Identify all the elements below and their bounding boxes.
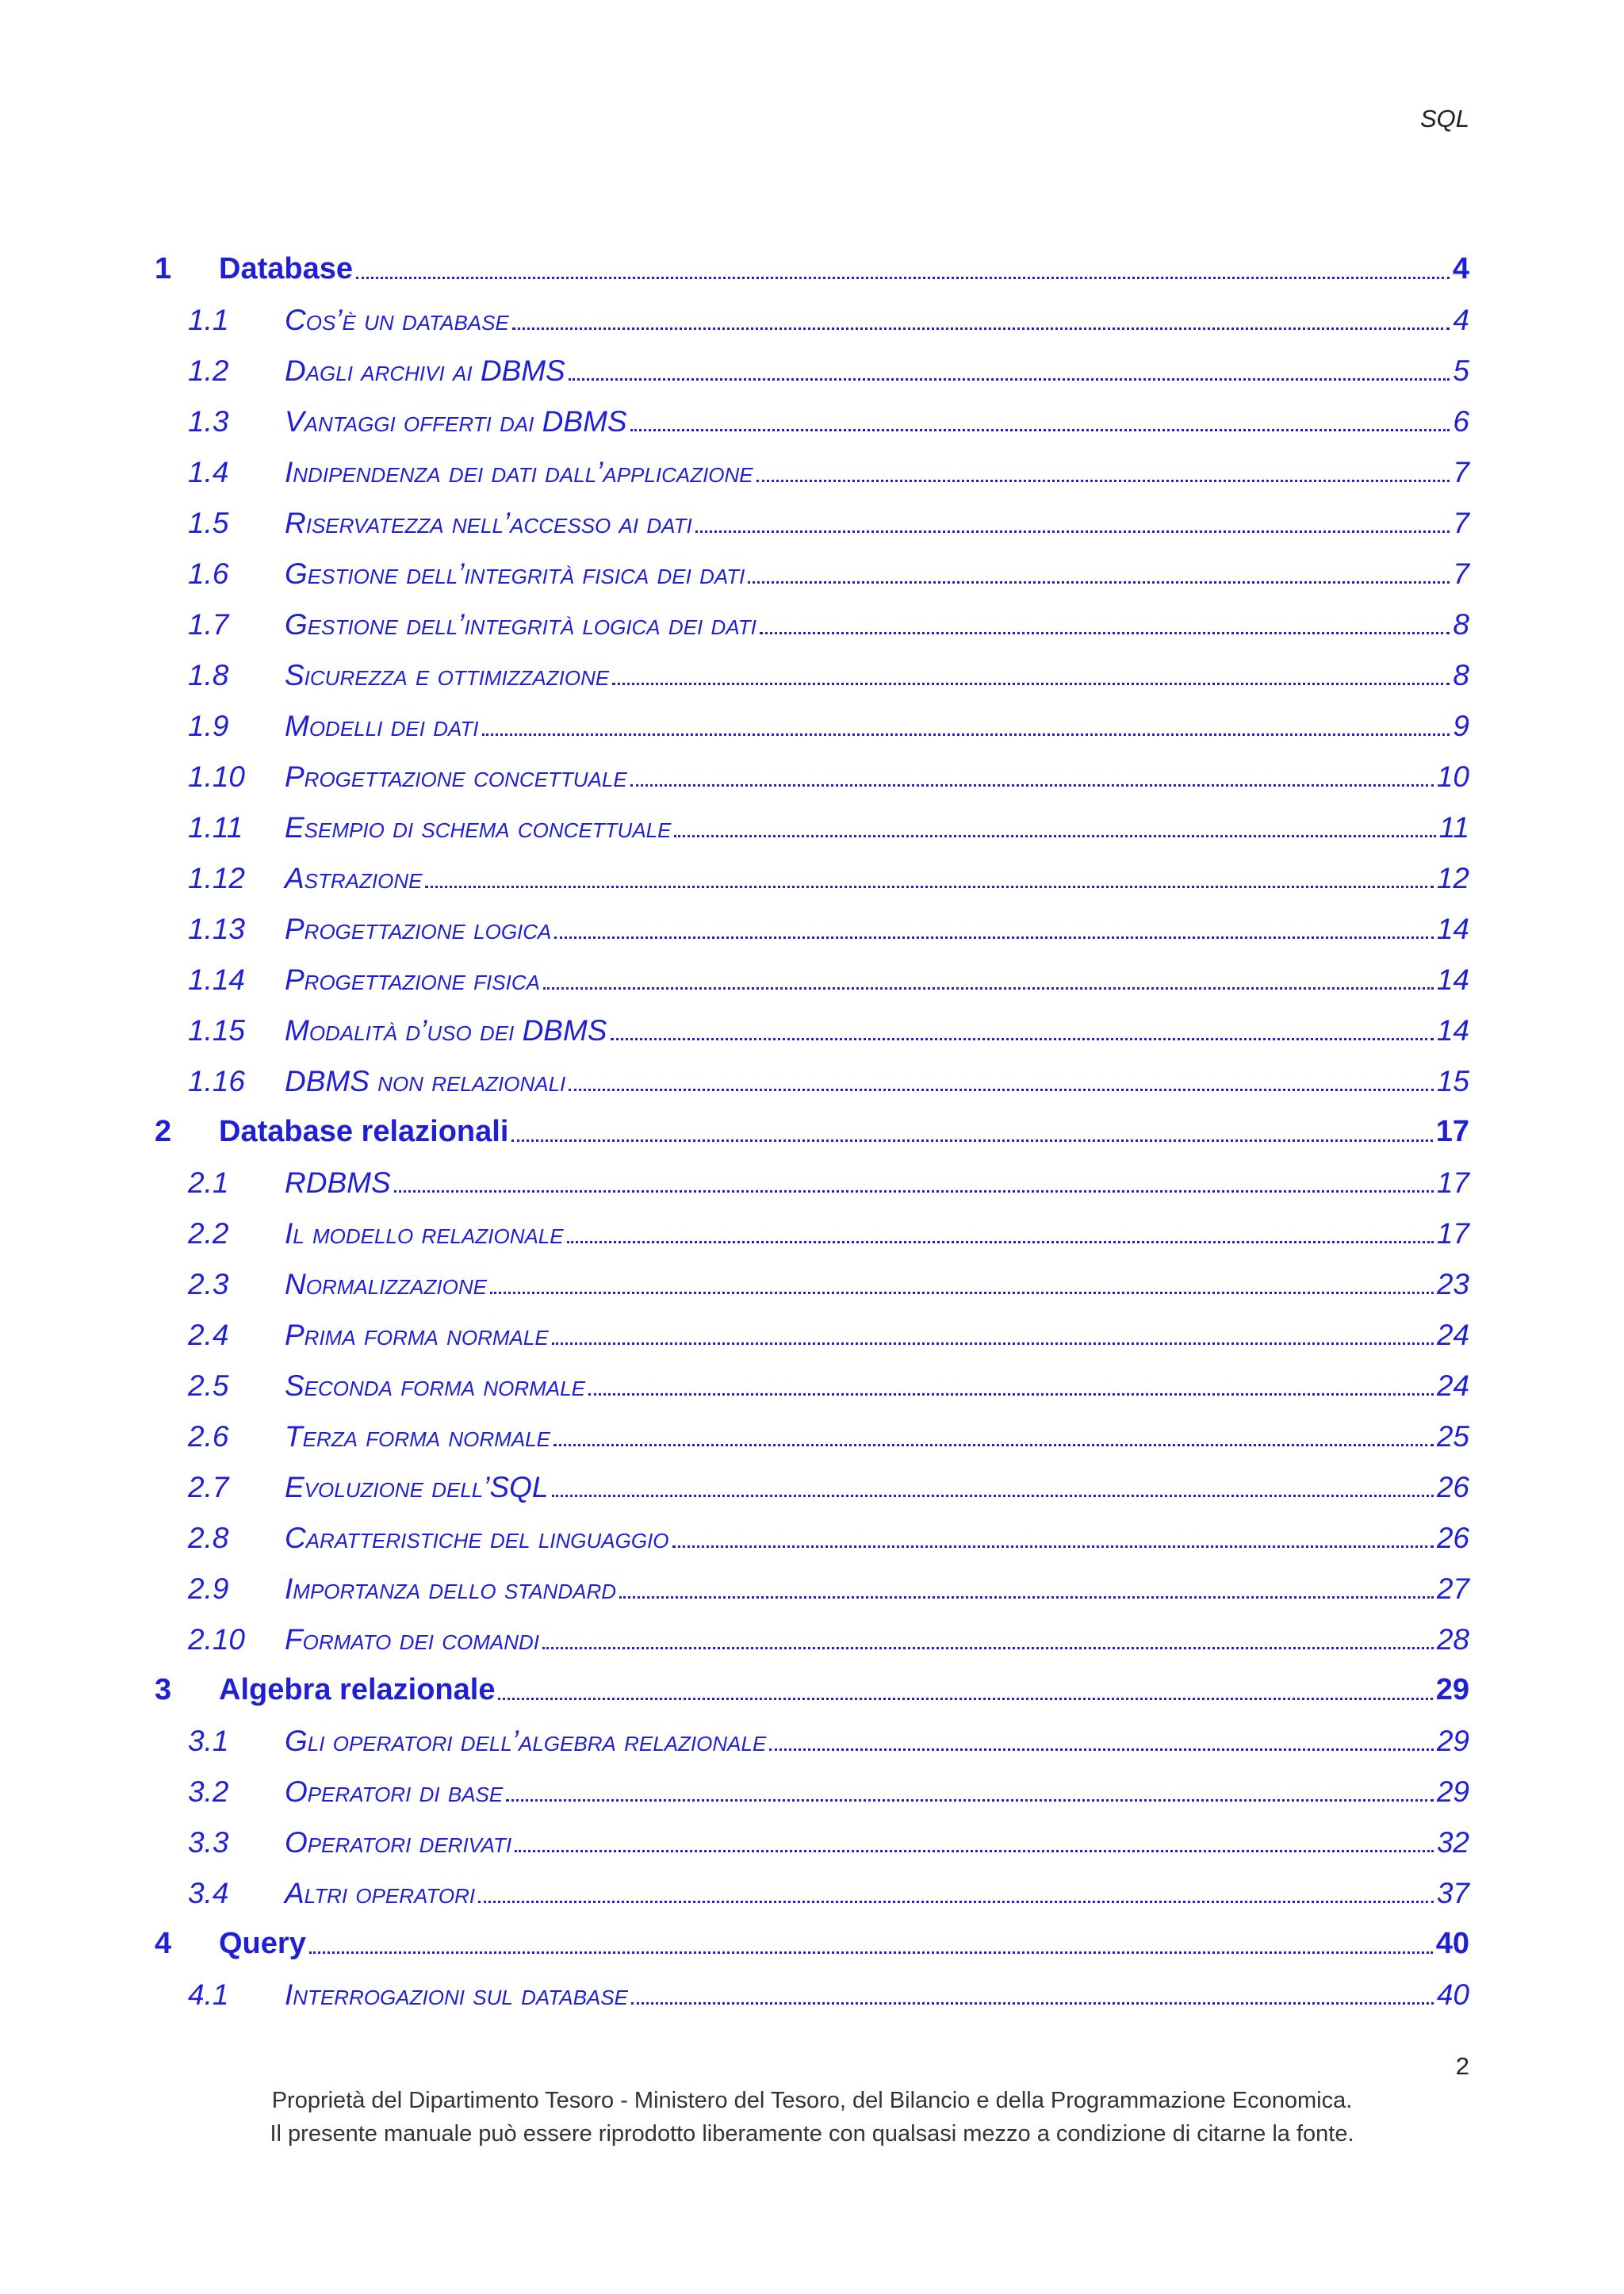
toc-entry-page: 23	[1436, 1268, 1469, 1300]
toc-entry-title: Query	[219, 1927, 306, 1960]
toc-entry-title: DBMS non relazionali	[285, 1065, 566, 1097]
toc-dot-leader	[552, 1342, 1434, 1345]
footer-line-2: Il presente manuale può essere riprodotto liberamente con qualsasi mezzo a condizione di citarne la fonte.	[270, 2121, 1354, 2147]
toc-entry-number: 1.14	[188, 963, 246, 996]
toc-entry-page: 28	[1436, 1623, 1469, 1656]
toc-entry-number: 1.16	[188, 1065, 246, 1097]
toc-entry-page: 27	[1436, 1572, 1469, 1605]
toc-entry-page: 29	[1435, 1673, 1469, 1706]
toc-entry-title: Modalità d’uso dei DBMS	[285, 1014, 607, 1047]
toc-section-entry[interactable]	[155, 1555, 1469, 1606]
toc-entry-title: Progettazione concettuale	[285, 760, 627, 793]
toc-entry-page: 29	[1436, 1775, 1469, 1808]
toc-entry-number: 2.4	[188, 1319, 229, 1351]
toc-entry-number: 2.1	[188, 1166, 229, 1199]
toc-entry-page: 40	[1435, 1927, 1469, 1960]
toc-entry-page: 17	[1436, 1217, 1469, 1250]
toc-entry-number: 3.2	[188, 1775, 229, 1808]
toc-dot-leader	[490, 1292, 1434, 1294]
toc-entry-title: Dagli archivi ai DBMS	[285, 354, 565, 387]
toc-chapter-entry[interactable]	[155, 236, 1469, 286]
toc-entry-page: 9	[1453, 710, 1469, 742]
toc-section-entry[interactable]	[155, 794, 1469, 844]
footer-line-1: Proprietà del Dipartimento Tesoro - Ministero del Tesoro, del Bilancio e della Programmazione Economica.	[271, 2088, 1353, 2113]
toc-entry-number: 3.4	[188, 1877, 229, 1909]
toc-entry-page: 24	[1436, 1369, 1469, 1402]
toc-entry-number: 2.8	[188, 1522, 229, 1554]
toc-section-entry[interactable]	[155, 1250, 1469, 1301]
toc-entry-number: 1	[155, 252, 172, 285]
toc-section-entry[interactable]	[155, 1606, 1469, 1656]
toc-entry-number: 2.7	[188, 1471, 229, 1503]
toc-entry-title: Caratteristiche del linguaggio	[285, 1522, 669, 1554]
toc-chapter-entry[interactable]	[155, 1910, 1469, 1961]
toc-section-entry[interactable]	[155, 1352, 1469, 1403]
toc-entry-title: Cos’è un database	[285, 304, 509, 336]
toc-entry-number: 2.9	[188, 1572, 229, 1605]
toc-entry-number: 1.12	[188, 862, 246, 894]
toc-entry-number: 1.5	[188, 507, 229, 539]
toc-dot-leader	[611, 1038, 1434, 1040]
toc-dot-leader	[588, 1393, 1434, 1396]
toc-section-entry[interactable]	[155, 641, 1469, 692]
toc-dot-leader	[612, 683, 1450, 685]
toc-entry-number: 1.2	[188, 354, 229, 387]
toc-entry-number: 1.13	[188, 913, 246, 945]
toc-entry-page: 15	[1436, 1065, 1469, 1097]
toc-entry-title: Modelli dei dati	[285, 710, 479, 742]
toc-entry-title: Algebra relazionale	[219, 1673, 496, 1706]
toc-entry-number: 3.3	[188, 1826, 229, 1859]
toc-dot-leader	[394, 1190, 1434, 1193]
toc-entry-page: 26	[1436, 1471, 1469, 1503]
toc-entry-number: 1.9	[188, 710, 229, 742]
toc-section-entry[interactable]	[155, 337, 1469, 388]
toc-entry-title: RDBMS	[285, 1166, 391, 1199]
toc-entry-number: 1.1	[188, 304, 229, 336]
toc-chapter-entry[interactable]	[155, 1098, 1469, 1149]
toc-dot-leader	[630, 784, 1434, 787]
toc-entry-page: 14	[1436, 963, 1469, 996]
toc-section-entry[interactable]	[155, 997, 1469, 1047]
toc-section-entry[interactable]	[155, 388, 1469, 439]
toc-entry-page: 14	[1436, 1014, 1469, 1047]
toc-entry-number: 1.3	[188, 405, 229, 438]
toc-dot-leader	[482, 733, 1450, 736]
toc-entry-title: Indipendenza dei dati dall’applicazione	[285, 456, 753, 488]
toc-entry-title: Prima forma normale	[285, 1319, 549, 1351]
toc-entry-title: Sicurezza e ottimizzazione	[285, 659, 610, 691]
toc-section-entry[interactable]	[155, 286, 1469, 337]
toc-entry-title: Terza forma normale	[285, 1420, 550, 1453]
toc-entry-number: 1.4	[188, 456, 229, 488]
toc-entry-title: Importanza dello standard	[285, 1572, 617, 1605]
toc-section-entry[interactable]	[155, 591, 1469, 641]
toc-entry-title: Gestione dell’integrità fisica dei dati	[285, 557, 745, 590]
toc-dot-leader	[695, 530, 1450, 533]
toc-dot-leader	[554, 936, 1433, 939]
toc-dot-leader	[567, 1241, 1434, 1243]
toc-section-entry[interactable]	[155, 1758, 1469, 1809]
toc-section-entry[interactable]	[155, 1809, 1469, 1859]
toc-entry-title: Vantaggi offerti dai DBMS	[285, 405, 627, 438]
toc-entry-page: 17	[1435, 1115, 1469, 1148]
toc-dot-leader	[630, 429, 1450, 431]
toc-entry-page: 7	[1453, 456, 1469, 488]
toc-entry-page: 6	[1453, 405, 1469, 438]
footer	[0, 2084, 1624, 2150]
toc-entry-number: 1.7	[188, 608, 229, 641]
toc-section-entry[interactable]	[155, 1504, 1469, 1555]
toc-dot-leader	[542, 1647, 1434, 1649]
toc-entry-page: 7	[1453, 507, 1469, 539]
toc-entry-number: 4.1	[188, 1978, 229, 2011]
toc-entry-title: Database relazionali	[219, 1115, 509, 1148]
toc-entry-page: 40	[1436, 1978, 1469, 2011]
toc-entry-title: Evoluzione dell’SQL	[285, 1471, 549, 1503]
toc-section-entry[interactable]	[155, 844, 1469, 895]
toc-entry-page: 25	[1436, 1420, 1469, 1453]
toc-dot-leader	[619, 1596, 1434, 1599]
toc-entry-page: 5	[1453, 354, 1469, 387]
toc-dot-leader	[498, 1698, 1432, 1700]
toc-section-entry[interactable]	[155, 895, 1469, 946]
toc-dot-leader	[511, 1139, 1432, 1142]
toc-entry-title: Operatori di base	[285, 1775, 504, 1808]
toc-section-entry[interactable]	[155, 540, 1469, 591]
toc-section-entry[interactable]	[155, 1453, 1469, 1504]
toc-dot-leader	[631, 2002, 1434, 2005]
toc-entry-title: Altri operatori	[285, 1877, 476, 1909]
toc-entry-title: Database	[219, 252, 353, 285]
toc-section-entry[interactable]	[155, 489, 1469, 540]
toc-dot-leader	[506, 1799, 1434, 1802]
toc-entry-number: 1.10	[188, 760, 246, 793]
toc-dot-leader	[672, 1545, 1434, 1548]
toc-section-entry[interactable]	[155, 1200, 1469, 1250]
toc-dot-leader	[543, 987, 1434, 990]
toc-entry-number: 1.6	[188, 557, 229, 590]
toc-entry-number: 3	[155, 1673, 172, 1706]
toc-entry-number: 2	[155, 1115, 172, 1148]
toc-dot-leader	[760, 632, 1450, 634]
toc-section-entry[interactable]	[155, 743, 1469, 794]
toc-entry-page: 4	[1453, 304, 1469, 336]
toc-dot-leader	[674, 835, 1435, 837]
toc-entry-number: 2.6	[188, 1420, 229, 1453]
toc-entry-title: Operatori derivati	[285, 1826, 512, 1859]
toc-entry-page: 29	[1436, 1725, 1469, 1757]
toc-entry-number: 1.8	[188, 659, 229, 691]
toc-entry-page: 10	[1436, 760, 1469, 793]
toc-entry-title: Gestione dell’integrità logica dei dati	[285, 608, 756, 641]
toc-section-entry[interactable]	[155, 1403, 1469, 1453]
toc-entry-title: Astrazione	[285, 862, 423, 894]
toc-entry-number: 1.11	[188, 811, 243, 844]
toc-entry-page: 37	[1436, 1877, 1469, 1909]
toc-entry-number: 2.10	[188, 1623, 246, 1656]
toc-entry-title: Normalizzazione	[285, 1268, 487, 1300]
toc-dot-leader	[552, 1495, 1434, 1497]
toc-section-entry[interactable]	[155, 439, 1469, 489]
table-of-contents	[155, 236, 1469, 2012]
toc-dot-leader	[553, 1444, 1434, 1446]
toc-dot-leader	[478, 1901, 1434, 1903]
toc-section-entry[interactable]	[155, 692, 1469, 743]
toc-dot-leader	[515, 1850, 1434, 1852]
toc-entry-page: 8	[1453, 608, 1469, 641]
toc-entry-page: 8	[1453, 659, 1469, 691]
toc-entry-number: 2.3	[188, 1268, 229, 1300]
toc-section-entry[interactable]	[155, 946, 1469, 997]
toc-entry-title: Formato dei comandi	[285, 1623, 539, 1656]
toc-section-entry[interactable]	[155, 1047, 1469, 1098]
running-header: SQL	[1419, 105, 1469, 132]
toc-entry-number: 4	[155, 1927, 172, 1960]
toc-section-entry[interactable]	[155, 1149, 1469, 1200]
toc-entry-page: 12	[1436, 862, 1469, 894]
toc-entry-page: 4	[1452, 252, 1469, 285]
toc-entry-number: 1.15	[188, 1014, 246, 1047]
toc-dot-leader	[748, 581, 1450, 584]
toc-entry-page: 11	[1438, 811, 1469, 844]
toc-entry-number: 2.5	[188, 1369, 229, 1402]
toc-dot-leader	[569, 378, 1450, 381]
toc-entry-title: Il modello relazionale	[285, 1217, 564, 1250]
toc-entry-title: Esempio di schema concettuale	[285, 811, 672, 844]
toc-dot-leader	[569, 1089, 1434, 1091]
toc-entry-number: 2.2	[188, 1217, 229, 1250]
toc-dot-leader	[769, 1748, 1434, 1751]
toc-section-entry[interactable]	[155, 1859, 1469, 1910]
toc-chapter-entry[interactable]	[155, 1656, 1469, 1707]
toc-entry-title: Riservatezza nell’accesso ai dati	[285, 507, 692, 539]
toc-dot-leader	[512, 327, 1450, 330]
toc-entry-title: Progettazione fisica	[285, 963, 540, 996]
toc-entry-number: 3.1	[188, 1725, 229, 1757]
toc-entry-title: Seconda forma normale	[285, 1369, 585, 1402]
toc-dot-leader	[309, 1951, 1433, 1954]
toc-dot-leader	[425, 886, 1433, 888]
toc-entry-page: 7	[1453, 557, 1469, 590]
toc-entry-page: 26	[1436, 1522, 1469, 1554]
toc-dot-leader	[356, 277, 1450, 279]
toc-entry-title: Progettazione logica	[285, 913, 552, 945]
toc-entry-page: 17	[1436, 1166, 1469, 1199]
toc-entry-title: Gli operatori dell’algebra relazionale	[285, 1725, 767, 1757]
toc-section-entry[interactable]	[155, 1961, 1469, 2012]
toc-entry-page: 32	[1436, 1826, 1469, 1859]
toc-section-entry[interactable]	[155, 1707, 1469, 1758]
toc-entry-page: 24	[1436, 1319, 1469, 1351]
toc-entry-page: 14	[1436, 913, 1469, 945]
toc-entry-title: Interrogazioni sul database	[285, 1978, 628, 2011]
toc-dot-leader	[756, 480, 1450, 482]
page-number: 2	[1455, 2052, 1469, 2080]
toc-section-entry[interactable]	[155, 1301, 1469, 1352]
